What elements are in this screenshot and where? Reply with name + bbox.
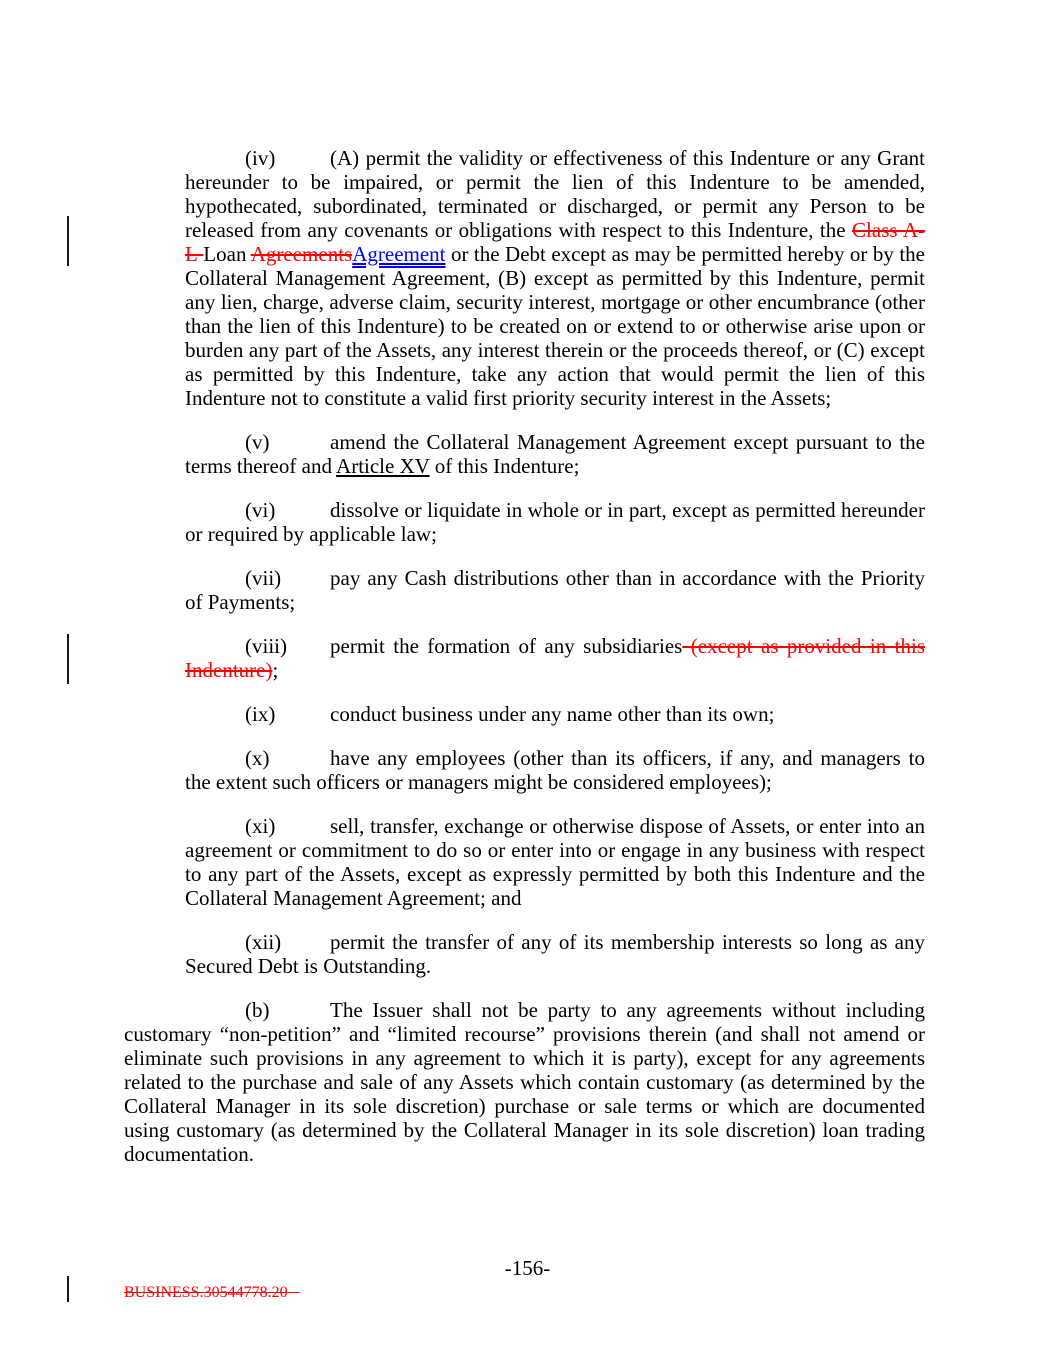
text-run-del: (except as provided in this Indenture) <box>185 634 925 682</box>
paragraph-label-xii: (xii) <box>245 930 282 954</box>
paragraph-xii <box>185 930 925 978</box>
paragraph-v <box>185 430 925 478</box>
text-run: have any employees (other than its officers, if any, and managers to the extent such officers or managers might be considered employees); <box>185 746 925 794</box>
footer-doc-id: BUSINESS.30544778.20 <box>124 1284 288 1301</box>
text-run: or the Debt except as may be permitted hereby or by the Collateral Management Agreement, (B) except as permitted by this Indenture, permit any lien, charge, adverse claim, security interest, mortgage or other encumbrance (other than the lien of this Indenture) to be created on or extend to or otherwise arise upon or burden any part of the Assets, any interest therein or the proceeds thereof, or (C) except as permitted by this Indenture, take any action that would permit the lien of this Indenture not to constitute a valid first priority security interest in the Assets; <box>185 242 925 410</box>
paragraph-xi <box>185 814 925 910</box>
text-run: ; <box>272 658 279 682</box>
text-run-del: Agreements <box>250 242 353 266</box>
text-run-u: Article XV <box>336 454 430 478</box>
document-body <box>124 146 925 1186</box>
text-run: amend the Collateral Management Agreement except pursuant to the terms thereof and <box>185 430 925 478</box>
paragraph-vi <box>185 498 925 546</box>
text-run: sell, transfer, exchange or otherwise dispose of Assets, or enter into an agreement or commitment to do so or enter into or engage in any business with respect to any part of the Assets, except as expressly permitted by both this Indenture and the Collateral Management Agreement; and <box>185 814 925 910</box>
paragraph-b <box>124 998 925 1166</box>
paragraph-label-x: (x) <box>245 746 270 770</box>
text-run: conduct business under any name other than its own; <box>330 702 775 726</box>
change-bar <box>67 634 69 684</box>
paragraph-label-iv: (iv) <box>245 146 276 170</box>
page-number: -156- <box>504 1256 551 1280</box>
text-run-del: Class A-L <box>185 218 925 266</box>
change-bar <box>67 216 69 266</box>
paragraph-label-vi: (vi) <box>245 498 276 522</box>
paragraph-label-b: (b) <box>245 998 270 1022</box>
text-run: The Issuer shall not be party to any agreements without including customary “non-petition” and “limited recourse” provisions therein (and shall not amend or eliminate such provisions in any agreement to which it is party), except for any agreements related to the purchase and sale of any Assets which contain customary (as determined by the Collateral Manager in its sole discretion) purchase or sale terms or which are documented using customary (as determined by the Collateral Manager in its sole discretion) loan trading documentation. <box>124 998 925 1166</box>
paragraph-label-vii: (vii) <box>245 566 282 590</box>
paragraph-iv <box>185 146 925 410</box>
paragraph-x <box>185 746 925 794</box>
paragraph-viii <box>185 634 925 682</box>
text-run: pay any Cash distributions other than in accordance with the Priority of Payments; <box>185 566 925 614</box>
paragraph-vii <box>185 566 925 614</box>
text-run-ins: Agreement <box>352 242 446 266</box>
paragraph-label-ix: (ix) <box>245 702 276 726</box>
text-run: of this Indenture; <box>429 454 580 478</box>
text-run: (A) permit the validity or effectiveness of this Indenture or any Grant hereunder to be impaired, or permit the lien of this Indenture to be amended, hypothecated, subordinated, terminated or discharged, or permit any Person to be released from any covenants or obligations with respect to this Indenture, the <box>185 146 925 242</box>
paragraph-label-v: (v) <box>245 430 270 454</box>
text-run: Loan <box>203 242 251 266</box>
text-run: dissolve or liquidate in whole or in part, except as permitted hereunder or required by applicable law; <box>185 498 925 546</box>
paragraph-label-viii: (viii) <box>245 634 287 658</box>
text-run: permit the formation of any subsidiaries <box>330 634 683 658</box>
paragraph-ix <box>185 702 925 726</box>
text-run: permit the transfer of any of its membership interests so long as any Secured Debt is Outstanding. <box>185 930 925 978</box>
paragraph-label-xi: (xi) <box>245 814 276 838</box>
